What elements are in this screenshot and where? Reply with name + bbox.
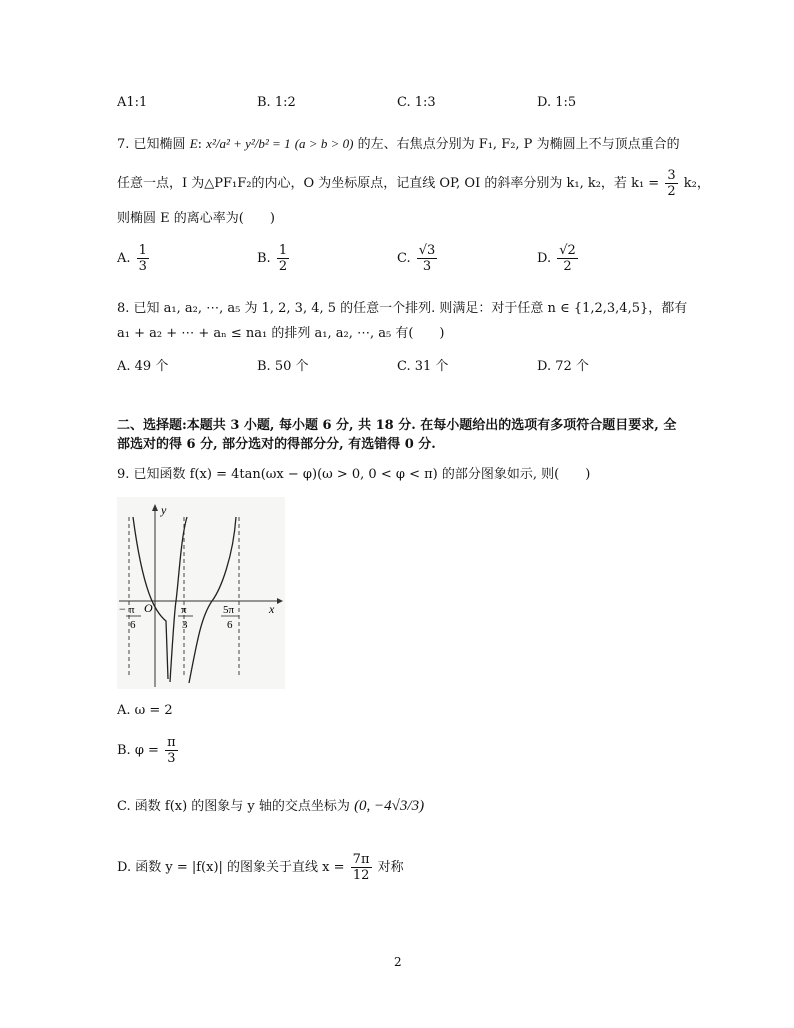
q7-option-c-label: C. <box>397 251 411 266</box>
graph-mid-den: 3 <box>182 619 188 631</box>
q7-line2 <box>117 168 710 199</box>
q7-line3: 则椭圆 E 的离心率为( ) <box>117 211 275 226</box>
q7-k-frac-num: 3 <box>667 168 676 183</box>
q9-option-b <box>117 735 180 766</box>
q9-option-b-den: 3 <box>167 751 176 766</box>
q7-line1: 7. 已知椭圆 E: x²/a² + y²/b² = 1 (a > b > 0) 的左、右焦点分别为 F₁, F₂, P 为椭圆上不与顶点重合的 <box>117 136 680 152</box>
q9-option-d-num: 7π <box>352 852 370 867</box>
q9-option-d-den: 12 <box>352 868 370 883</box>
graph-background <box>117 497 285 689</box>
q7-line1-rest: 的左、右焦点分别为 F₁, F₂, P 为椭圆上不与顶点重合的 <box>357 137 680 152</box>
q9-option-d <box>117 852 404 883</box>
q9-option-d-text: D. 函数 y = |f(x)| 的图象关于直线 x = <box>117 860 345 875</box>
q6-option-a: A1:1 <box>117 95 148 110</box>
q9-option-c-text: C. 函数 f(x) 的图象与 y 轴的交点坐标为 <box>117 799 350 814</box>
graph-x-label: x <box>269 602 275 616</box>
q9-option-c <box>117 795 424 815</box>
q7-pre: 已知椭圆 <box>133 137 186 152</box>
graph-mid-num: π <box>181 604 187 616</box>
q7-option-d-num: √2 <box>559 243 576 258</box>
q8-line2: a₁ + a₂ + ⋯ + aₙ ≤ na₁ 的排列 a₁, a₂, ⋯, a₅ 有( ) <box>117 326 445 341</box>
section2-line2: 部选对的得 6 分, 部分选对的得部分分, 有选错得 0 分. <box>117 437 436 452</box>
q7-cond: (a > b > 0) <box>294 136 354 151</box>
q9-option-c-value: (0, −4√3/3) <box>354 798 425 814</box>
q6-option-c: C. 1:3 <box>397 95 436 110</box>
q7-k-frac-den: 2 <box>667 184 676 199</box>
graph-left-den: 6 <box>130 619 136 631</box>
q7-option-a-label: A. <box>117 251 131 266</box>
q9-tan-graph <box>117 497 285 689</box>
q6-option-b: B. 1:2 <box>257 95 296 110</box>
q7-line2-end: k₂， <box>683 176 710 191</box>
q7-ellipse-eq: x²/a² + y²/b² = 1 <box>206 136 291 151</box>
q7-option-b-label: B. <box>257 251 271 266</box>
q7-option-d-label: D. <box>537 251 552 266</box>
q8-option-b: B. 50 个 <box>257 359 309 374</box>
q7-k-fraction <box>665 168 677 199</box>
q7-option-b <box>257 243 291 274</box>
q7-option-b-num: 1 <box>278 243 288 258</box>
q9-option-b-num: π <box>167 735 176 750</box>
q6-option-d: D. 1:5 <box>537 95 577 110</box>
graph-y-label: y <box>161 503 167 517</box>
q8-option-c: C. 31 个 <box>397 359 449 374</box>
section2-line1: 二、选择题:本题共 3 小题, 每小题 6 分, 共 18 分. 在每小题给出的选项有多项符合题目要求, 全 <box>117 418 677 433</box>
q7-option-c <box>397 243 439 274</box>
q7-option-a-num: 1 <box>138 243 147 258</box>
q7-option-d <box>537 243 580 274</box>
q8-option-a: A. 49 个 <box>117 359 169 374</box>
q9-stem: 9. 已知函数 f(x) = 4tan(ωx − φ)(ω > 0, 0 < φ < π) 的部分图象如示, 则( ) <box>117 467 591 482</box>
q8-option-d: D. 72 个 <box>537 359 589 374</box>
q7-option-a <box>117 243 151 274</box>
q7-option-a-den: 3 <box>138 259 147 274</box>
q9-option-b-label: B. φ = <box>117 743 159 758</box>
q7-option-c-num: √3 <box>418 243 436 258</box>
q8-line1: 8. 已知 a₁, a₂, ⋯, a₅ 为 1, 2, 3, 4, 5 的任意一个排列. 则满足：对于任意 n ∈ {1,2,3,4,5}，都有 <box>117 301 688 316</box>
page-number: 2 <box>394 955 402 969</box>
graph-right-num: 5π <box>223 604 235 616</box>
q7-ellipse-name: E <box>189 136 198 151</box>
q7-line2-text: 任意一点，I 为△PF₁F₂的内心，O 为坐标原点，记直线 OP, OI 的斜率分别为 k₁, k₂，若 k₁ = <box>117 176 664 191</box>
q9-option-a: A. ω = 2 <box>117 703 173 718</box>
q7-option-d-den: 2 <box>563 259 572 274</box>
graph-left-sign: − <box>119 602 126 616</box>
q9-option-d-post: 对称 <box>377 860 404 875</box>
graph-right-den: 6 <box>227 619 233 631</box>
q7-option-b-den: 2 <box>278 259 288 274</box>
graph-left-num: π <box>129 604 135 616</box>
q7-number: 7. <box>117 137 130 152</box>
q7-option-c-den: 3 <box>422 259 432 274</box>
graph-origin-label: O <box>144 601 153 615</box>
